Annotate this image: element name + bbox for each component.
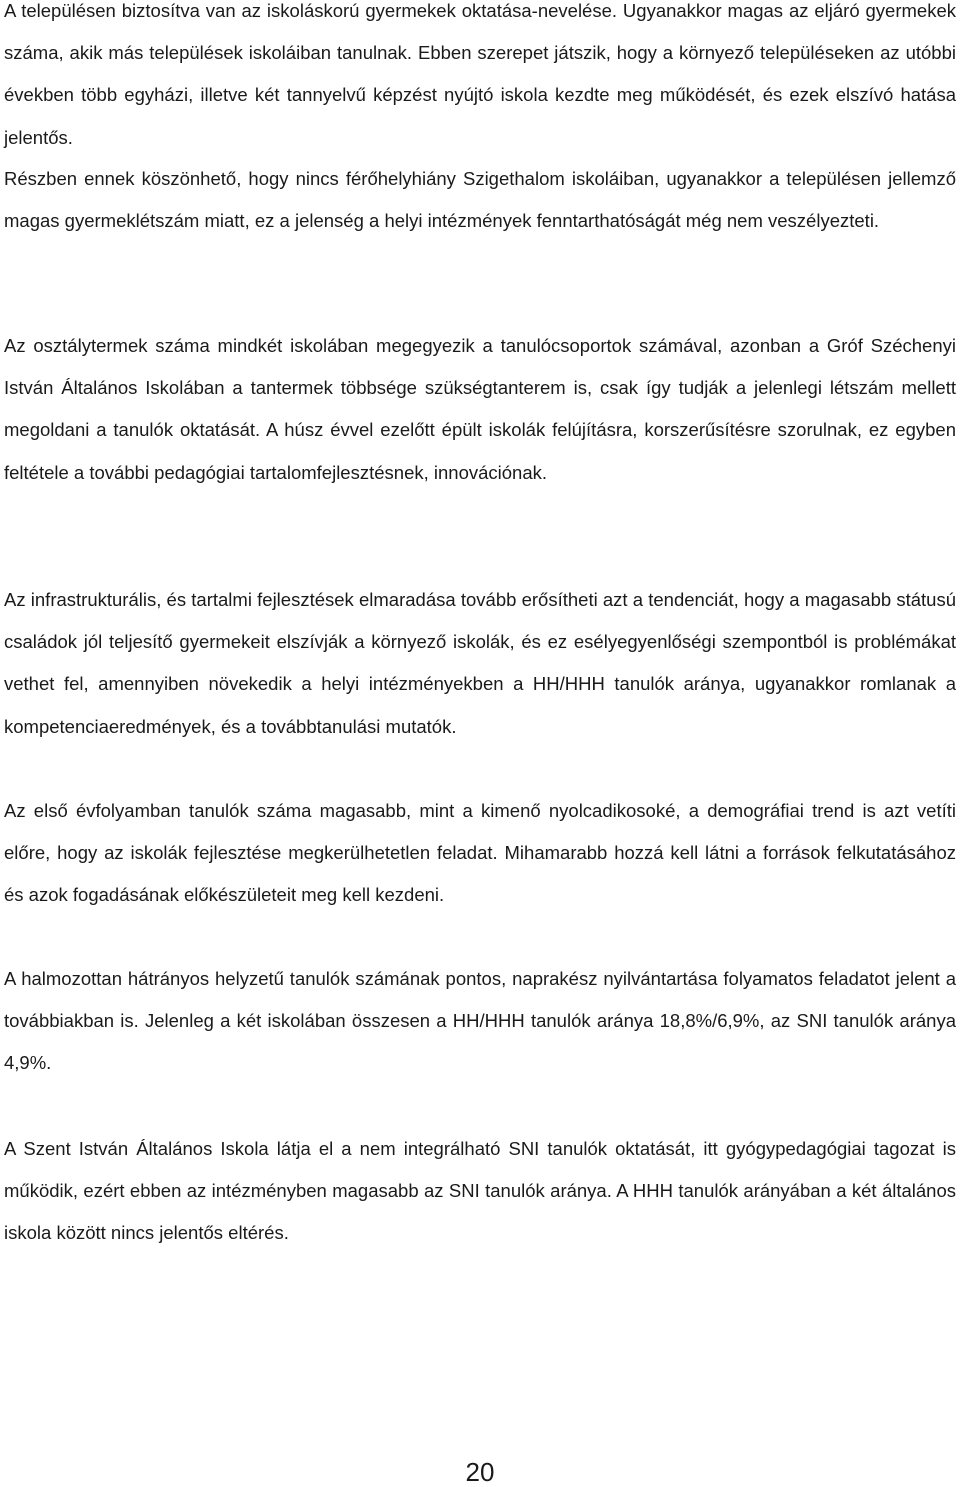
paragraph-first-grade: Az első évfolyamban tanulók száma magasabb, mint a kimenő nyolcadikosoké, a demográfiai trend is azt vetíti előre, hogy az iskolák fejlesztése megkerülhetetlen feladat. Mihamarabb hozzá kell látni a források felkutatásához és azok fogadásának előkészületeit meg kell kezdeni. [4, 800, 956, 906]
paragraph-capacity: Részben ennek köszönhető, hogy nincs férőhelyhiány Szigethalom iskoláiban, ugyanakkor a településen jellemző magas gyermeklétszám miatt, ez a jelenség a helyi intézmények fenntarthatóságát még nem veszélyezteti. [4, 168, 956, 232]
paragraph-school-attendance: A településen biztosítva van az iskoláskorú gyermekek oktatása-nevelése. Ugyanakkor magas az eljáró gyermekek száma, akik más települések iskoláiban tanulnak. Ebben szerepet játszik, hogy a környező településeken az utóbbi években több egyházi, illetve két tannyelvű képzést nyújtó iskola kezdte meg működését, és ezek elszívó hatása jelentős. [4, 0, 956, 148]
paragraph-disadvantaged: A halmozottan hátrányos helyzetű tanulók számának pontos, naprakész nyilvántartása folyamatos feladatot jelent a továbbiakban is. Jelenleg a két iskolában összesen a HH/HHH tanulók aránya 18,8%/6,9%, az SNI tanulók aránya 4,9%. [4, 968, 956, 1074]
paragraph-special-needs: A Szent István Általános Iskola látja el a nem integrálható SNI tanulók oktatását, itt gyógypedagógiai tagozat is működik, ezért ebben az intézményben magasabb az SNI tanulók aránya. A HHH tanulók arányában a két általános iskola között nincs jelentős eltérés. [4, 1138, 956, 1244]
paragraph-infrastructure: Az infrastrukturális, és tartalmi fejlesztések elmaradása tovább erősítheti azt a tendenciát, hogy a magasabb státusú családok jól teljesítő gyermekeit elszívják a környező iskolák, és ez esélyegyenlőségi szempontból is problémákat vethet fel, amennyiben növekedik a helyi intézményekben a HH/HHH tanulók aránya, ugyanakkor romlanak a kompetenciaeredmények, és a továbbtanulási mutatók. [4, 589, 956, 737]
paragraph-classrooms: Az osztálytermek száma mindkét iskolában megegyezik a tanulócsoportok számával, azonban a Gróf Széchenyi István Általános Iskolában a tantermek többsége szükségtanterem is, csak így tudják a jelenlegi létszám mellett megoldani a tanulók oktatását. A húsz évvel ezelőtt épült iskolák felújításra, korszerűsítésre szorulnak, ez egyben feltétele a további pedagógiai tartalomfejlesztésnek, innovációnak. [4, 335, 956, 483]
page-number: 20 [465, 1457, 495, 1487]
